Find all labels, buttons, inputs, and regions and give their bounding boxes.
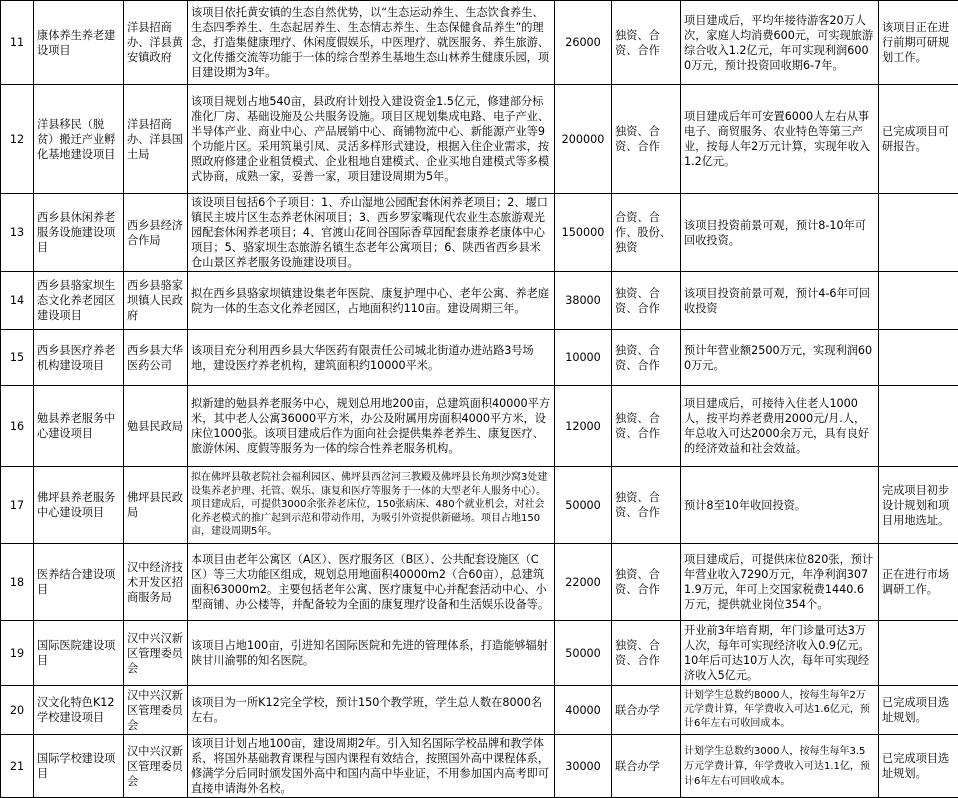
table-row — [1, 386, 958, 467]
project-description: 拟在佛坪县敬老院社会福利园区、佛坪县西岔河三教殿及佛坪县长角坝沙窝3处建设集养老护理、托管、娱乐、康复和医疗等服务于一体的大型老年人服务中心）。项目建成后，可提供3000余张养老床位，150张病床、480个就业机会，对社会化养老模式的推广起到示范和带动作用，为吸引外资提供新磁场。项目占地150亩，建设周期5年。 — [188, 467, 555, 544]
economic-benefit: 预计8至10年收回投资。 — [681, 467, 879, 544]
economic-benefit: 该项目投资前景可观，预计8-10年可回收投资。 — [681, 194, 879, 272]
cooperation-mode: 独资、合资、合作 — [612, 1, 681, 85]
investment-amount: 12000 — [555, 386, 612, 467]
row-number: 11 — [1, 1, 34, 85]
project-name: 佛坪县养老服务中心建设项目 — [34, 467, 124, 544]
project-name: 洋县移民（脱贫）搬迁产业孵化基地建设项目 — [34, 85, 124, 194]
project-name: 西乡县休闲养老服务设施建设项目 — [34, 194, 124, 272]
table-row — [1, 330, 958, 386]
project-description: 该项目计划占地100亩，建设周期2年。引入知名国际学校品牌和教学体系，将国外基础教育课程与国内课程有效结合，按照国外高中课程体系，修满学分后同时颁发国外高中和国内高中毕业证，不用参加国内高考即可直接申请海外名校。 — [188, 735, 555, 798]
investment-amount: 50000 — [555, 467, 612, 544]
row-number: 19 — [1, 621, 34, 686]
progress-status: 该项目正在进行前期可研规划工作。 — [879, 1, 958, 85]
responsible-unit: 西乡县大华医药公司 — [124, 330, 188, 386]
table-row — [1, 1, 958, 85]
investment-amount: 30000 — [555, 735, 612, 798]
progress-status — [879, 194, 958, 272]
investment-amount: 200000 — [555, 85, 612, 194]
progress-status: 已完成项目选址规划。 — [879, 735, 958, 798]
responsible-unit: 洋县招商办、洋县国土局 — [124, 85, 188, 194]
row-number: 21 — [1, 735, 34, 798]
economic-benefit: 计划学生总数约3000人，按每生每年3.5万元学费计算，年学费收入可达1.1亿，预计6年左右可回收成本。 — [681, 735, 879, 798]
responsible-unit: 汉中兴汉新区管理委员会 — [124, 621, 188, 686]
progress-status — [879, 272, 958, 330]
project-description: 该项目规划占地540亩，县政府计划投入建设资金1.5亿元，修建部分标准化厂房、基础设施及公共服务设施。项目区规划集成电路、电子产业、半导体产业、商业中心、产品展销中心、商铺物流中心、新能源产业等9个功能片区。采用筑巢引凤、灵活多样形式建设，根据入住企业需求，按照政府修建企业租赁模式、企业租地自建模式、企业买地自建模式等多模式协商，成熟一家，妥善一家，项目建设周期为5年。 — [188, 85, 555, 194]
cooperation-mode: 独资、合资、合作 — [612, 330, 681, 386]
investment-amount: 10000 — [555, 330, 612, 386]
project-name: 康体养生养老建设项目 — [34, 1, 124, 85]
cooperation-mode: 独资、合资、合作 — [612, 386, 681, 467]
responsible-unit: 汉中兴汉新区管理委员会 — [124, 735, 188, 798]
cooperation-mode: 独资、合资、合作 — [612, 272, 681, 330]
progress-status — [879, 621, 958, 686]
economic-benefit: 项目建成后，可接待入住老人1000人，按平均养老费用2000元/月.人，年总收入可达2000余万元，具有良好的经济效益和社会效益。 — [681, 386, 879, 467]
responsible-unit: 洋县招商办、洋县黄安镇政府 — [124, 1, 188, 85]
investment-amount: 150000 — [555, 194, 612, 272]
cooperation-mode: 独资、合资、合作 — [612, 467, 681, 544]
investment-amount: 40000 — [555, 686, 612, 735]
responsible-unit: 西乡县骆家坝镇人民政府 — [124, 272, 188, 330]
economic-benefit: 计划学生总数约8000人，按每生每年2万元学费计算，年学费收入可达1.6亿元，预计6年左右可收回成本。 — [681, 686, 879, 735]
project-description: 该项目充分利用西乡县大华医药有限责任公司城北街道办进站路3号场地，建设医疗养老机构，建筑面积约10000平米。 — [188, 330, 555, 386]
cooperation-mode: 联合办学 — [612, 686, 681, 735]
project-name: 国际医院建设项目 — [34, 621, 124, 686]
project-description: 该项目为一所K12完全学校，预计150个教学班，学生总人数在8000名左右。 — [188, 686, 555, 735]
row-number: 20 — [1, 686, 34, 735]
progress-status — [879, 386, 958, 467]
row-number: 18 — [1, 544, 34, 621]
table-row — [1, 467, 958, 544]
progress-status — [879, 330, 958, 386]
project-name: 汉文化特色K12学校建设项目 — [34, 686, 124, 735]
economic-benefit: 项目建成后，平均年接待游客20万人次，家庭人均消费600元，可实现旅游综合收入1.2亿元，年可实现利润6000万元，预计投资回收期6-7年。 — [681, 1, 879, 85]
economic-benefit: 开业前3年培育期，年门诊量可达3万人次，每年可实现经济收入0.9亿元。10年后可达10万人次，每年可实现经济收入5亿元。 — [681, 621, 879, 686]
row-number: 16 — [1, 386, 34, 467]
project-name: 医养结合建设项目 — [34, 544, 124, 621]
project-description: 拟新建的勉县养老服务中心，规划总用地200亩，总建筑面积40000平方米，其中老人公寓36000平方米，办公及附属用房面积4000平方米，设床位1000张。该项目建成后作为面向社会提供集养老养生、康复医疗、旅游休闲、度假等服务为一体的综合性养老服务机构。 — [188, 386, 555, 467]
row-number: 13 — [1, 194, 34, 272]
progress-status: 已完成项目选址规划。 — [879, 686, 958, 735]
row-number: 17 — [1, 467, 34, 544]
project-description: 该项目依托黄安镇的生态自然优势，以“生态运动养生、生态饮食养生、生态四季养生、生态起居养生、生态情志养生、生态保健食品养生”的理念，打造集健康理疗、休闲度假娱乐，中医理疗、就医服务、养生旅游、文化传播交流等功能于一体的综合型养生基地生态山林养生健康乐园，项目建设期为3年。 — [188, 1, 555, 85]
table-body — [1, 1, 958, 798]
table-row — [1, 272, 958, 330]
table-row — [1, 85, 958, 194]
row-number: 15 — [1, 330, 34, 386]
cooperation-mode: 独资、合资、合作 — [612, 85, 681, 194]
economic-benefit: 该项目投资前景可观，预计4-6年可回收投资 — [681, 272, 879, 330]
table-row — [1, 735, 958, 798]
row-number: 14 — [1, 272, 34, 330]
investment-amount: 50000 — [555, 621, 612, 686]
progress-status: 正在进行市场调研工作。 — [879, 544, 958, 621]
progress-status: 已完成项目可研报告。 — [879, 85, 958, 194]
row-number: 12 — [1, 85, 34, 194]
project-description: 该项目占地100亩，引进知名国际医院和先进的管理体系，打造能够辐射陕甘川渝鄂的知名医院。 — [188, 621, 555, 686]
economic-benefit: 项目建成后年可安置6000人左右从事电子、商贸服务、农业特色等第三产业，按每人年2万元计算，实现年收入1.2亿元。 — [681, 85, 879, 194]
project-name: 国际学校建设项目 — [34, 735, 124, 798]
cooperation-mode: 联合办学 — [612, 735, 681, 798]
project-description: 拟在西乡县骆家坝镇建设集老年医院、康复护理中心、老年公寓、养老庭院为一体的生态文化养老园区，占地面积约110亩。建设周期三年。 — [188, 272, 555, 330]
project-name: 西乡县医疗养老机构建设项目 — [34, 330, 124, 386]
responsible-unit: 勉县民政局 — [124, 386, 188, 467]
project-name: 勉县养老服务中心建设项目 — [34, 386, 124, 467]
economic-benefit: 项目建成后，可提供床位820张，预计年营业收入7290万元，年净利润3071.9万元，年可上交国家税费1440.6万元，提供就业岗位354个。 — [681, 544, 879, 621]
responsible-unit: 汉中经济技术开发区招商服务局 — [124, 544, 188, 621]
table-row — [1, 621, 958, 686]
project-description: 该设项目包括6个子项目：1、乔山湿地公园配套休闲养老项目；2、堰口镇民主坡片区生态养老休闲项目；3、西乡罗家嘴现代农业生态旅游观光园配套休闲养老项目；4、官渡山花间谷国际香草园配套康养老康体中心项目；5、骆家坝生态旅游名镇生态老年公寓项目；6、陕西省西乡县米仓山景区养老服务设施建设项目。 — [188, 194, 555, 272]
cooperation-mode: 独资、合资、合作 — [612, 544, 681, 621]
investment-amount: 22000 — [555, 544, 612, 621]
economic-benefit: 预计年营业额2500万元，实现利润600万元。 — [681, 330, 879, 386]
table-row — [1, 544, 958, 621]
investment-amount: 38000 — [555, 272, 612, 330]
progress-status: 完成项目初步设计规划和项目用地选址。 — [879, 467, 958, 544]
investment-amount: 26000 — [555, 1, 612, 85]
project-name: 西乡县骆家坝生态文化养老园区建设项目 — [34, 272, 124, 330]
responsible-unit: 西乡县经济合作局 — [124, 194, 188, 272]
responsible-unit: 佛坪县民政局 — [124, 467, 188, 544]
cooperation-mode: 独资、合资、合作 — [612, 621, 681, 686]
table-row — [1, 194, 958, 272]
table-row — [1, 686, 958, 735]
cooperation-mode: 合资、合作、股份、独资 — [612, 194, 681, 272]
project-description: 本项目由老年公寓区（A区）、医疗服务区（B区）、公共配套设施区（C区）等三大功能区组成，规划总用地面积40000m2（合60亩），总建筑面积63000m2。主要包括老年公寓、医疗康复中心并配套活动中心、小型商铺、办公楼等，并配备较为全面的康复理疗设备和生活娱乐设备等。 — [188, 544, 555, 621]
responsible-unit: 汉中兴汉新区管理委员会 — [124, 686, 188, 735]
